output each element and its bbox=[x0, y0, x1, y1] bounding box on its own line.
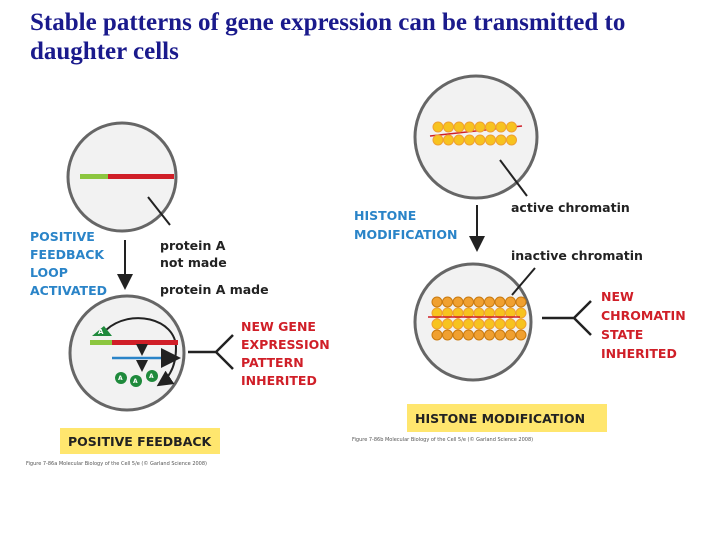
nucleosome-bead bbox=[432, 330, 442, 340]
protein-not-made-label bbox=[160, 238, 230, 270]
right-side-label-line: MODIFICATION bbox=[354, 227, 458, 242]
nucleosome-bead bbox=[453, 319, 463, 329]
inactive-chromatin-label: inactive chromatin bbox=[511, 248, 643, 263]
nucleosome-bead bbox=[475, 135, 485, 145]
nucleosome-bead bbox=[495, 319, 505, 329]
nucleosome-bead bbox=[506, 319, 516, 329]
protein-made-label: protein A made bbox=[160, 282, 269, 297]
right-figure-caption: Figure 7-86b Molecular Biology of the Cell 5/e (© Garland Science 2008) bbox=[352, 437, 534, 443]
nucleosome-bead bbox=[444, 122, 454, 132]
left-result-line: NEW GENE bbox=[241, 319, 316, 334]
right-division-fork bbox=[542, 301, 591, 335]
left-top-gene-green bbox=[80, 174, 108, 179]
right-result-label bbox=[601, 289, 690, 361]
nucleosome-bead bbox=[474, 330, 484, 340]
right-result-line: INHERITED bbox=[601, 346, 677, 361]
right-result-line: NEW bbox=[601, 289, 634, 304]
left-top-gene-red bbox=[108, 174, 174, 179]
nucleosome-bead bbox=[464, 319, 474, 329]
nucleosome-bead bbox=[516, 319, 526, 329]
nucleosome-bead bbox=[465, 135, 475, 145]
nucleosome-bead bbox=[453, 297, 463, 307]
nucleosome-bead bbox=[506, 330, 516, 340]
left-side-label-line: ACTIVATED bbox=[30, 283, 107, 298]
right-side-label bbox=[354, 208, 457, 242]
protein-not-made-line: protein A bbox=[160, 238, 226, 253]
nucleosome-bead bbox=[444, 135, 454, 145]
nucleosome-bead bbox=[475, 122, 485, 132]
nucleosome-bead bbox=[495, 297, 505, 307]
nucleosome-bead bbox=[485, 319, 495, 329]
right-result-line: CHROMATIN bbox=[601, 308, 686, 323]
nucleosome-bead bbox=[464, 330, 474, 340]
left-panel bbox=[26, 123, 334, 467]
nucleosome-bead bbox=[486, 122, 496, 132]
nucleosome-bead bbox=[485, 330, 495, 340]
nucleosome-bead bbox=[474, 319, 484, 329]
active-chromatin-label: active chromatin bbox=[511, 200, 630, 215]
nucleosome-bead bbox=[432, 297, 442, 307]
left-result-line: EXPRESSION bbox=[241, 337, 330, 352]
left-bottom-gene-green bbox=[90, 340, 112, 345]
nucleosome-bead bbox=[453, 330, 463, 340]
left-result-label bbox=[241, 319, 334, 388]
nucleosome-bead bbox=[443, 297, 453, 307]
protein-a-letter: A bbox=[149, 373, 154, 380]
left-division-fork bbox=[188, 335, 233, 369]
nucleosome-bead bbox=[454, 122, 464, 132]
nucleosome-bead bbox=[443, 330, 453, 340]
nucleosome-bead bbox=[454, 135, 464, 145]
nucleosome-bead bbox=[496, 135, 506, 145]
right-result-line: STATE bbox=[601, 327, 644, 342]
nucleosome-bead bbox=[495, 330, 505, 340]
left-figure-caption: Figure 7-86a Molecular Biology of the Cell 5/e (© Garland Science 2008) bbox=[26, 461, 207, 467]
nucleosome-bead bbox=[516, 330, 526, 340]
left-side-label bbox=[30, 229, 108, 298]
nucleosome-bead bbox=[464, 297, 474, 307]
left-side-label-line: POSITIVE bbox=[30, 229, 95, 244]
left-bottom-gene-red bbox=[112, 340, 178, 345]
left-result-line: PATTERN bbox=[241, 355, 304, 370]
nucleosome-bead bbox=[433, 122, 443, 132]
protein-a-letter: A bbox=[133, 378, 138, 385]
right-side-label-line: HISTONE bbox=[354, 208, 417, 223]
left-bottom-cell bbox=[70, 296, 184, 410]
nucleosome-bead bbox=[516, 297, 526, 307]
nucleosome-bead bbox=[486, 135, 496, 145]
positive-feedback-label: POSITIVE FEEDBACK bbox=[68, 434, 212, 449]
nucleosome-bead bbox=[474, 297, 484, 307]
left-side-label-line: FEEDBACK bbox=[30, 247, 105, 262]
histone-modification-label: HISTONE MODIFICATION bbox=[415, 411, 586, 426]
nucleosome-bead bbox=[507, 135, 517, 145]
protein-a-letter: A bbox=[98, 328, 104, 336]
nucleosome-bead bbox=[485, 297, 495, 307]
left-side-label-line: LOOP bbox=[30, 265, 68, 280]
protein-not-made-line: not made bbox=[160, 255, 227, 270]
right-panel bbox=[352, 76, 690, 443]
nucleosome-bead bbox=[433, 135, 443, 145]
nucleosome-bead bbox=[506, 297, 516, 307]
nucleosome-bead bbox=[496, 122, 506, 132]
nucleosome-bead bbox=[465, 122, 475, 132]
nucleosome-bead bbox=[443, 319, 453, 329]
left-result-line: INHERITED bbox=[241, 373, 317, 388]
protein-a-letter: A bbox=[118, 375, 123, 382]
nucleosome-bead bbox=[507, 122, 517, 132]
slide-title: Stable patterns of gene expression can be transmitted to daughter cells bbox=[30, 9, 626, 65]
nucleosome-bead bbox=[432, 319, 442, 329]
